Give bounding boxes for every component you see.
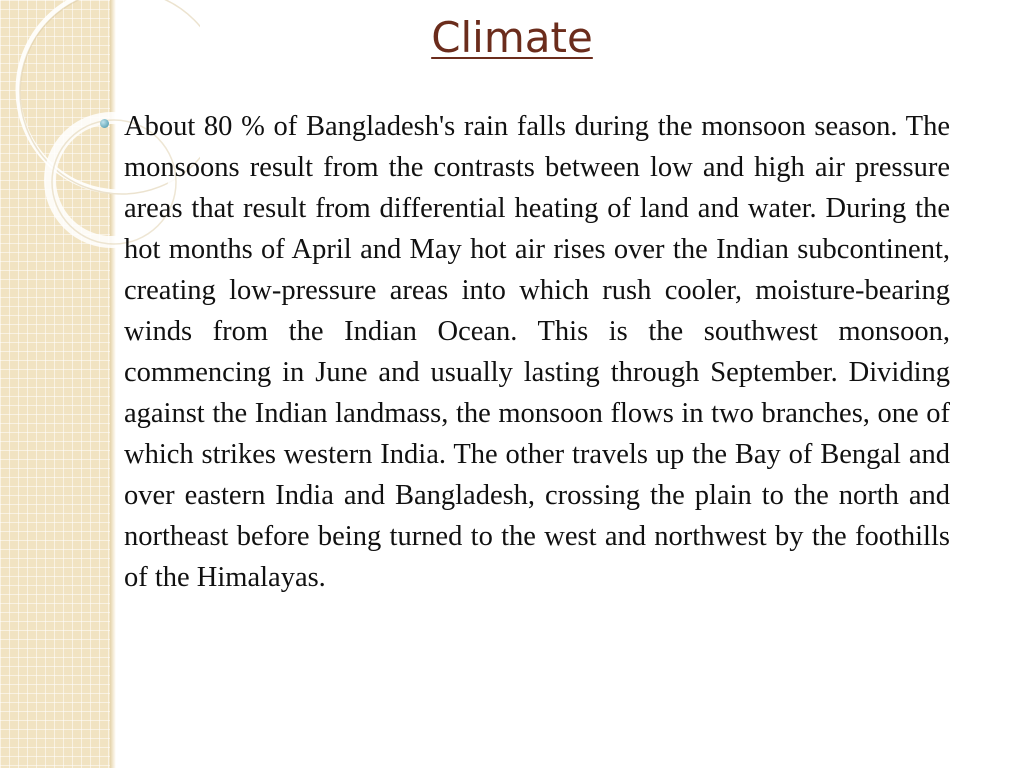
bullet-dot-icon	[100, 119, 109, 128]
slide-title: Climate	[431, 13, 593, 62]
bullet-text: About 80 % of Bangladesh's rain falls during the monsoon season. The monsoons result from the contrasts between low and high air pressure areas that result from differential heating of land and water. During the hot months of April and May hot air rises over the Indian subcontinent, creating low-pressure areas into which rush cooler, moisture-bearing winds from the Indian Ocean. This is the southwest monsoon, commencing in June and usually lasting through September. Dividing against the Indian landmass, the monsoon flows in two branches, one of which strikes western India. The other travels up the Bay of Bengal and over eastern India and Bangladesh, crossing the plain to the north and northeast before being turned to the west and northwest by the foothills of the Himalayas.	[124, 111, 950, 593]
bullet-item	[100, 106, 950, 598]
bullet-list	[100, 106, 950, 598]
